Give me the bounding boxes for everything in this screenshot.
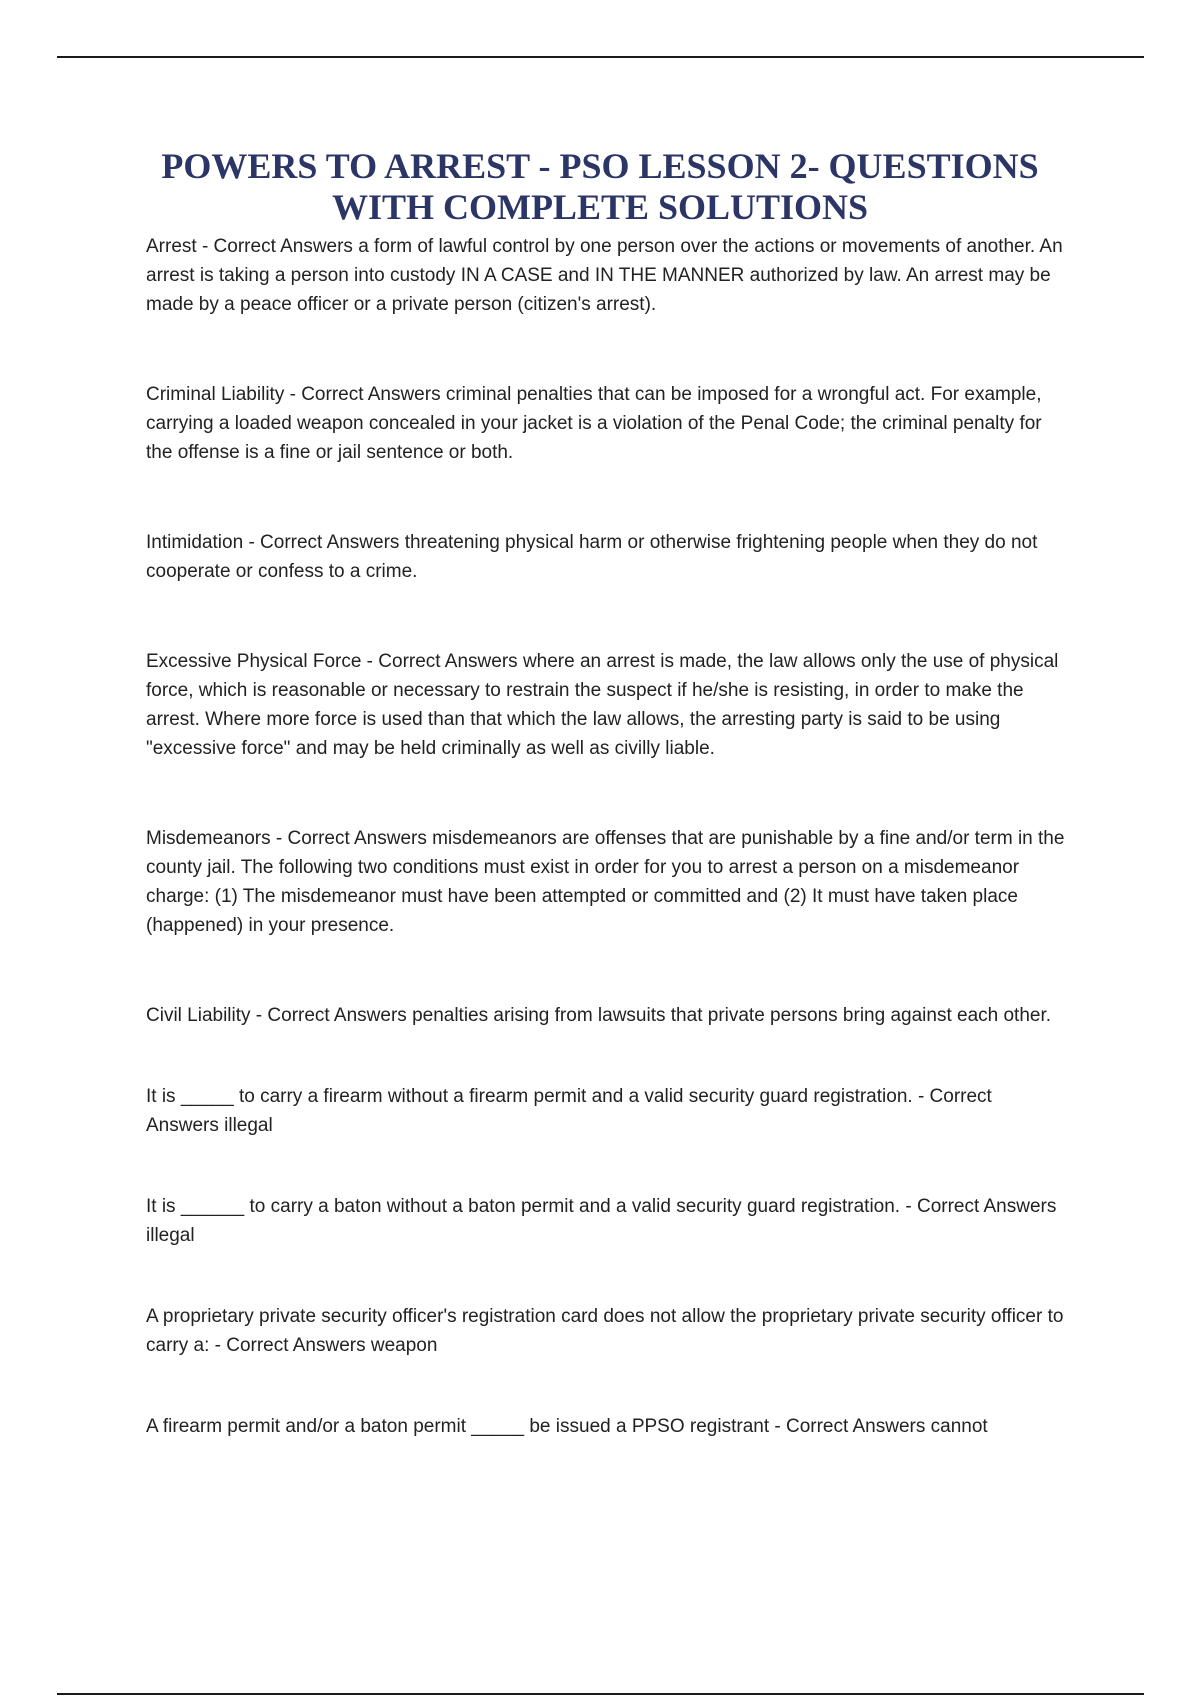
qa-misdemeanors: Misdemeanors - Correct Answers misdemeanors are offenses that are punishable by a fine and/or term in the county jail. The following two conditions must exist in order for you to arrest a person on a misdemeanor charge: (1) The misdemeanor must have been attempted or committed and (2) It must have taken place (happened) in your presence. [146,828,1065,936]
qa-ppso-permit: A firearm permit and/or a baton permit _____ be issued a PPSO registrant - Correct Answers cannot [146,1416,988,1437]
top-rule [57,56,1144,58]
qa-excessive-physical-force: Excessive Physical Force - Correct Answers where an arrest is made, the law allows only the use of physical force, which is reasonable or necessary to restrain the suspect if he/she is resisting, in order to make the arrest. Where more force is used than that which the law allows, the arresting party is said to be using "excessive force" and may be held criminally as well as civilly liable. [146,651,1059,759]
bottom-rule [57,1693,1144,1695]
qa-baton-permit: It is ______ to carry a baton without a baton permit and a valid security guard registration. - Correct Answers illegal [146,1196,1057,1246]
qa-list [146,232,1066,1502]
qa-criminal-liability: Criminal Liability - Correct Answers criminal penalties that can be imposed for a wrongful act. For example, carrying a loaded weapon concealed in your jacket is a violation of the Penal Code; the criminal penalty for the offense is a fine or jail sentence or both. [146,384,1042,463]
qa-intimidation: Intimidation - Correct Answers threatening physical harm or otherwise frightening people when they do not cooperate or confess to a crime. [146,532,1038,582]
qa-ppso-registration-card: A proprietary private security officer's registration card does not allow the proprietary private security officer to carry a: - Correct Answers weapon [146,1306,1064,1356]
qa-firearm-permit: It is _____ to carry a firearm without a firearm permit and a valid security guard registration. - Correct Answers illegal [146,1086,992,1136]
qa-arrest: Arrest - Correct Answers a form of lawful control by one person over the actions or movements of another. An arrest is taking a person into custody IN A CASE and IN THE MANNER authorized by law. An arrest may be made by a peace officer or a private person (citizen's arrest). [146,236,1063,315]
qa-civil-liability: Civil Liability - Correct Answers penalties arising from lawsuits that private persons bring against each other. [146,1005,1052,1026]
page-title: POWERS TO ARREST - PSO LESSON 2- QUESTIONS WITH COMPLETE SOLUTIONS [161,146,1039,227]
